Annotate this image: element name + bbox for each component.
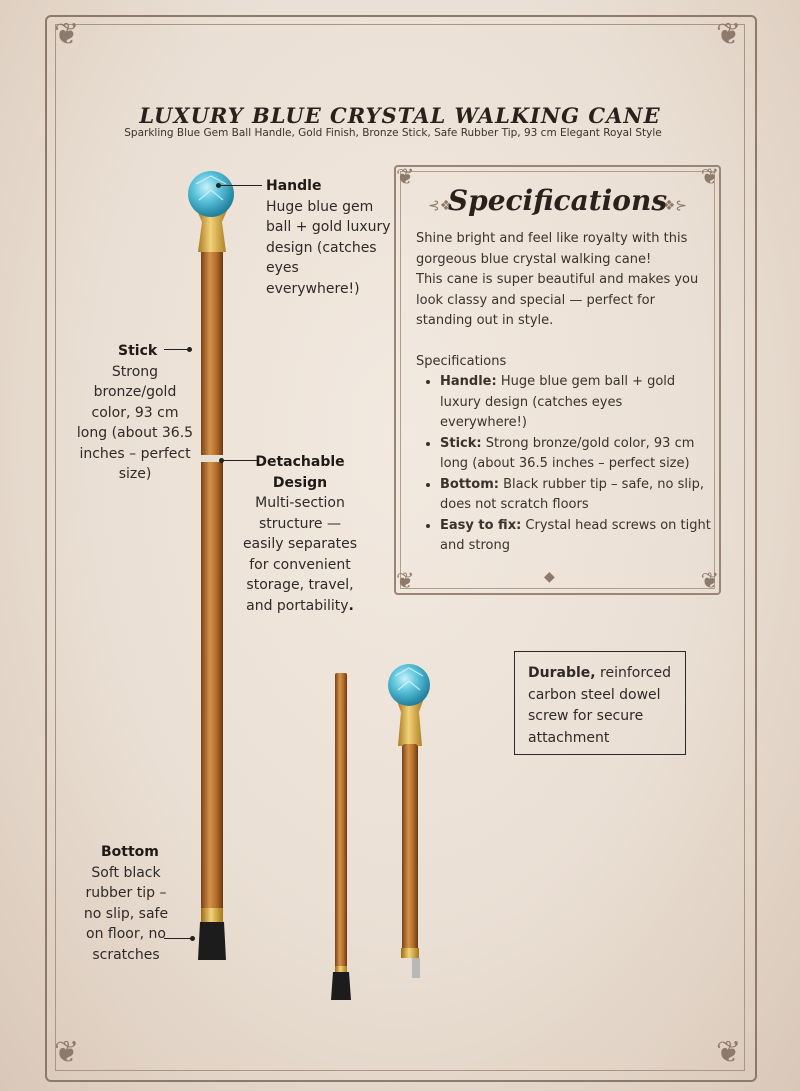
callout-text: Multi-section structure — easily separates for convenient storage, travel, and portability — [242, 495, 358, 614]
specifications-panel — [394, 165, 721, 595]
spec-item-label: Stick: — [440, 435, 482, 451]
dowel-screw-icon — [412, 958, 420, 978]
spec-item-label: Handle: — [440, 374, 497, 389]
leader-dot — [190, 936, 195, 941]
spec-item — [440, 434, 711, 475]
callout-bottom — [76, 842, 176, 965]
page-subtitle: Sparkling Blue Gem Ball Handle, Gold Finish, Bronze Stick, Safe Rubber Tip, 93 cm Elegant Royal Style — [124, 127, 662, 139]
intro-text: Shine bright and feel like royalty with this gorgeous blue crystal walking cane! — [416, 231, 688, 267]
durable-title: Durable, — [528, 665, 596, 681]
callout-text: Strong bronze/gold color, 93 cm long (about 36.5 inches – perfect size) — [76, 363, 194, 482]
flourish-icon: ⊰❖ — [428, 198, 453, 214]
callout-title: Detachable Design — [255, 454, 345, 491]
corner-ornament-icon: ❦ — [396, 165, 415, 190]
callout-text: Soft black rubber tip – no slip, safe on floor, no scratches — [83, 864, 169, 963]
callout-title: Stick — [118, 343, 158, 359]
page-title: LUXURY BLUE CRYSTAL WALKING CANE — [139, 103, 661, 128]
corner-ornament-icon: ❦ — [396, 569, 415, 594]
spec-item-label: Easy to fix: — [440, 517, 522, 533]
leader-line — [219, 185, 262, 186]
spec-item — [440, 475, 711, 516]
corner-ornament-icon: ❦ — [716, 1035, 742, 1070]
rubber-tip-icon — [198, 922, 226, 960]
callout-detachable — [238, 452, 362, 616]
flourish-icon: ❖⊱ — [662, 198, 687, 214]
corner-ornament-icon: ❦ — [716, 17, 742, 52]
separated-stick — [331, 673, 351, 1000]
corner-ornament-icon: ❦ — [54, 17, 80, 52]
gem-ball-icon — [188, 171, 234, 217]
spec-item-text: Crystal head screws on tight and strong — [440, 517, 711, 553]
durable-note-box — [514, 651, 686, 755]
spec-item-text: Huge blue gem ball + gold luxury design (catches eyes everywhere!) — [440, 374, 676, 430]
durable-text: reinforced carbon steel dowel screw for secure attachment — [528, 665, 671, 746]
spec-item — [440, 516, 711, 557]
corner-ornament-icon: ❦ — [700, 165, 719, 190]
spec-list-title: Specifications — [416, 353, 507, 369]
spec-item-label: Bottom: — [440, 476, 499, 492]
spec-list — [416, 372, 711, 557]
callout-handle — [266, 176, 396, 299]
callout-text: Huge blue gem ball + gold luxury design (catches eyes everywhere!) — [266, 198, 391, 297]
callout-stick — [75, 341, 195, 485]
main-cane — [188, 171, 234, 960]
callout-title: Bottom — [101, 844, 159, 860]
spec-item-text: Black rubber tip – safe, no slip, does not scratch floors — [440, 476, 704, 512]
corner-ornament-icon: ❦ — [54, 1035, 80, 1070]
specifications-heading: Specifications — [447, 184, 668, 217]
callout-title: Handle — [266, 178, 322, 194]
specifications-body — [416, 229, 711, 557]
diamond-ornament-icon: ◆ — [544, 569, 555, 585]
callout-period: . — [348, 597, 354, 614]
corner-ornament-icon: ❦ — [700, 569, 719, 594]
intro-text: This cane is super beautiful and makes you look classy and special — perfect for standing out in style. — [416, 272, 699, 328]
spec-item-text: Strong bronze/gold color, 93 cm long (about 36.5 inches – perfect size) — [440, 435, 695, 471]
separated-handle-section — [388, 664, 430, 978]
spec-item — [440, 372, 711, 434]
